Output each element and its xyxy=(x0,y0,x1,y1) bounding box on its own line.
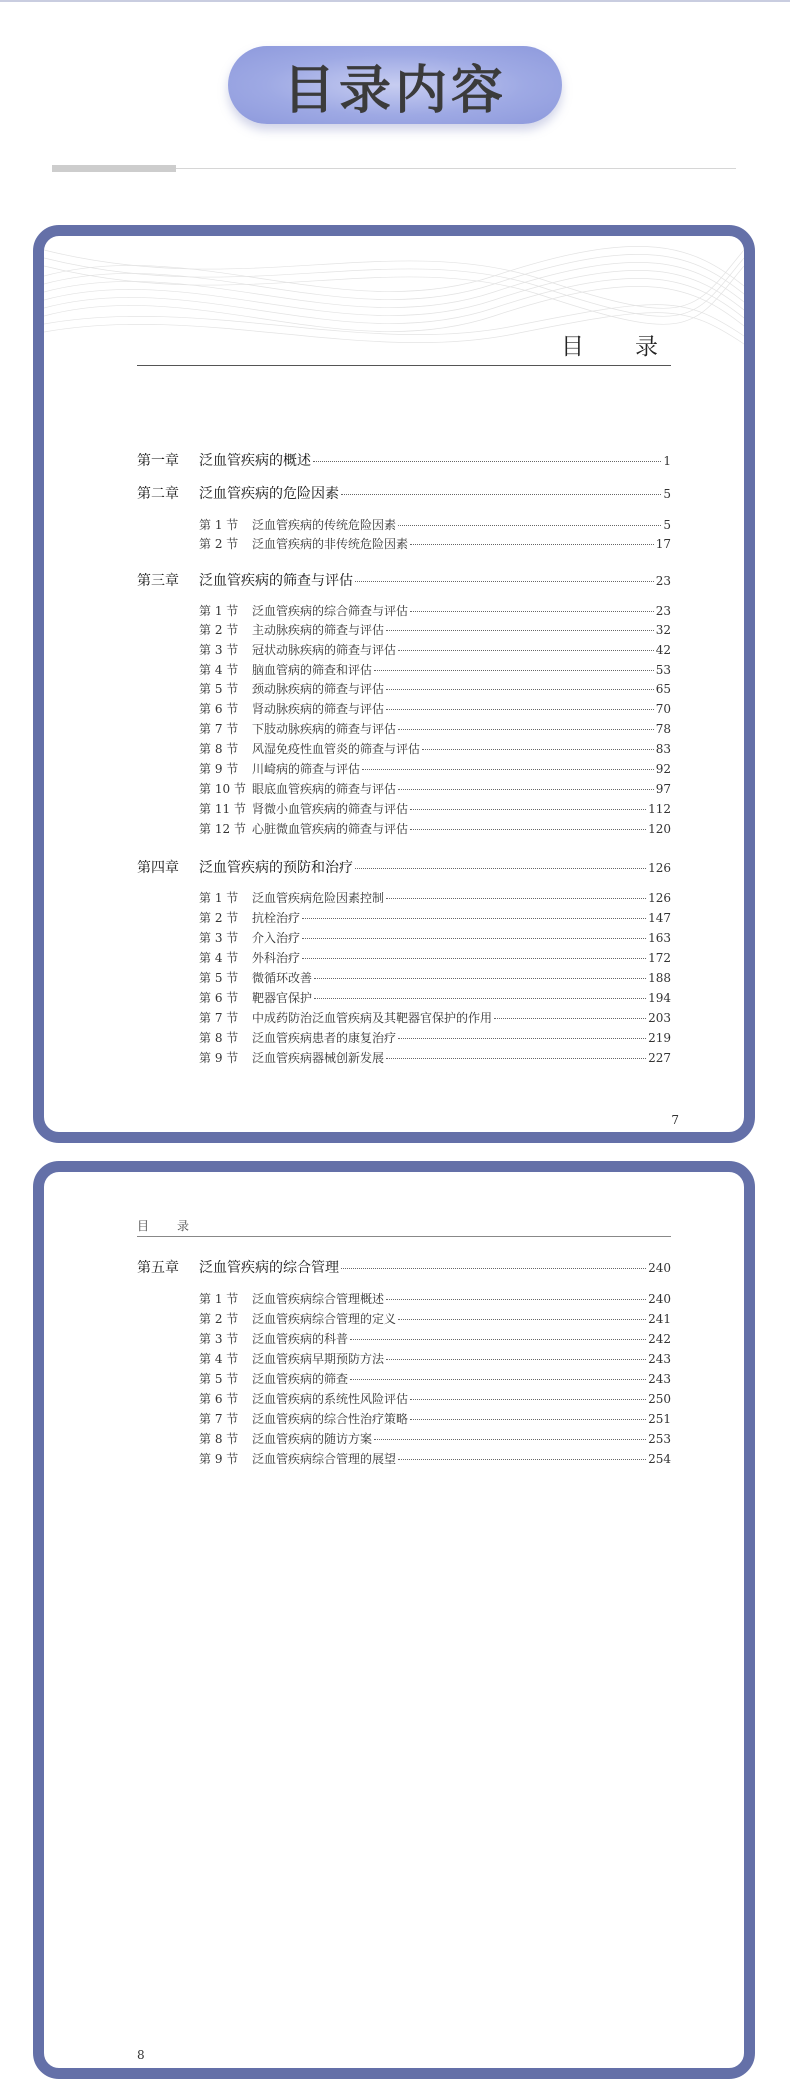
entry-page-number: 42 xyxy=(655,643,671,657)
toc-chapter-entry xyxy=(137,450,671,470)
entry-title: 冠状动脉疾病的筛查与评估 xyxy=(252,643,397,657)
dot-leader xyxy=(374,1439,646,1440)
toc-page-7 xyxy=(33,225,755,1143)
entry-title: 肾微小血管疾病的筛查与评估 xyxy=(252,802,409,816)
toc-section-entry xyxy=(137,661,671,678)
toc-section-entry xyxy=(137,641,671,658)
entry-page-number: 243 xyxy=(648,1352,671,1366)
entry-page-number: 126 xyxy=(648,891,671,905)
toc-section-entry xyxy=(137,929,671,946)
entry-page-number: 23 xyxy=(655,574,671,588)
dot-leader xyxy=(314,978,646,979)
entry-page-number: 120 xyxy=(648,822,671,836)
dot-leader xyxy=(386,630,654,631)
dot-leader xyxy=(302,938,646,939)
dot-leader xyxy=(410,829,646,830)
entry-title: 泛血管疾病的筛查与评估 xyxy=(199,573,353,589)
toc-chapter-entry xyxy=(137,1257,671,1277)
entry-number: 第 12 节 xyxy=(199,822,246,836)
toc-section-entry xyxy=(137,969,671,986)
entry-page-number: 112 xyxy=(648,802,671,816)
entry-title: 泛血管疾病早期预防方法 xyxy=(252,1352,385,1366)
dot-leader xyxy=(302,918,646,919)
entry-page-number: 172 xyxy=(648,951,671,965)
entry-number: 第 5 节 xyxy=(199,1372,239,1386)
entry-title: 泛血管疾病的概述 xyxy=(199,453,311,469)
toc-section-entry xyxy=(137,1290,671,1307)
dot-leader xyxy=(410,1399,646,1400)
dot-leader xyxy=(386,1058,646,1059)
entry-page-number: 194 xyxy=(648,991,671,1005)
toc-section-entry xyxy=(137,989,671,1006)
dot-leader xyxy=(355,868,646,869)
toc-section-entry xyxy=(137,780,671,797)
entry-title: 抗栓治疗 xyxy=(252,911,301,925)
entry-number: 第 11 节 xyxy=(199,802,246,816)
dot-leader xyxy=(386,709,654,710)
dot-leader xyxy=(398,1319,646,1320)
entry-number: 第 6 节 xyxy=(199,1392,239,1406)
dot-leader xyxy=(341,494,661,495)
entry-number: 第 1 节 xyxy=(199,891,239,905)
entry-number: 第 3 节 xyxy=(199,643,239,657)
entry-number: 第 7 节 xyxy=(199,1011,239,1025)
toc-section-entry xyxy=(137,1310,671,1327)
entry-title: 泛血管疾病的科普 xyxy=(252,1332,349,1346)
entry-title: 风湿免疫性血管炎的筛查与评估 xyxy=(252,742,421,756)
toc-section-entry xyxy=(137,700,671,717)
entry-title: 泛血管疾病危险因素控制 xyxy=(252,891,385,905)
toc-section-entry xyxy=(137,1009,671,1026)
entry-page-number: 188 xyxy=(648,971,671,985)
entry-title: 泛血管疾病综合管理概述 xyxy=(252,1292,385,1306)
page-number: 7 xyxy=(671,1113,679,1127)
toc-section-entry xyxy=(137,1029,671,1046)
entry-number: 第一章 xyxy=(137,453,179,469)
entry-number: 第 5 节 xyxy=(199,971,239,985)
toc-section-entry xyxy=(137,602,671,619)
dot-leader xyxy=(374,670,654,671)
entry-page-number: 250 xyxy=(648,1392,671,1406)
toc-section-entry xyxy=(137,1430,671,1447)
entry-title: 微循环改善 xyxy=(252,971,313,985)
entry-title: 泛血管疾病的非传统危险因素 xyxy=(252,537,409,551)
dot-leader xyxy=(410,809,646,810)
toc-section-entry xyxy=(137,820,671,837)
entry-title: 介入治疗 xyxy=(252,931,301,945)
entry-number: 第 9 节 xyxy=(199,762,239,776)
entry-title: 泛血管疾病的预防和治疗 xyxy=(199,860,353,876)
entry-page-number: 53 xyxy=(655,663,671,677)
entry-number: 第 2 节 xyxy=(199,1312,239,1326)
dot-leader xyxy=(313,461,661,462)
toc-section-entry xyxy=(137,1450,671,1467)
dot-leader xyxy=(362,769,654,770)
toc-page-8 xyxy=(33,1161,755,2079)
entry-title: 靶器官保护 xyxy=(252,991,313,1005)
toc-section-entry xyxy=(137,680,671,697)
entry-page-number: 83 xyxy=(655,742,671,756)
toc-section-entry xyxy=(137,740,671,757)
dot-leader xyxy=(398,729,654,730)
entry-title: 泛血管疾病患者的康复治疗 xyxy=(252,1031,397,1045)
toc-heading-rule xyxy=(137,365,671,366)
toc-section-entry xyxy=(137,1049,671,1066)
entry-number: 第 3 节 xyxy=(199,931,239,945)
entry-title: 下肢动脉疾病的筛查与评估 xyxy=(252,722,397,736)
toc-section-entry xyxy=(137,760,671,777)
dot-leader xyxy=(398,1038,646,1039)
dot-leader xyxy=(350,1339,646,1340)
toc-section-entry xyxy=(137,516,671,533)
entry-page-number: 254 xyxy=(648,1452,671,1466)
entry-title: 泛血管疾病的综合性治疗策略 xyxy=(252,1412,409,1426)
entry-title: 外科治疗 xyxy=(252,951,301,965)
toc-section-entry xyxy=(137,949,671,966)
entry-number: 第 6 节 xyxy=(199,991,239,1005)
dot-leader xyxy=(350,1379,646,1380)
dot-leader xyxy=(302,958,646,959)
toc-chapter-entry xyxy=(137,857,671,877)
entry-number: 第三章 xyxy=(137,573,179,589)
entry-title: 泛血管疾病器械创新发展 xyxy=(252,1051,385,1065)
entry-page-number: 240 xyxy=(648,1292,671,1306)
banner-divider-bar xyxy=(52,165,176,172)
toc-section-entry xyxy=(137,1370,671,1387)
entry-number: 第四章 xyxy=(137,860,179,876)
toc-section-entry xyxy=(137,800,671,817)
entry-page-number: 5 xyxy=(663,518,671,532)
entry-number: 第 9 节 xyxy=(199,1452,239,1466)
entry-title: 泛血管疾病综合管理的展望 xyxy=(252,1452,397,1466)
dot-leader xyxy=(398,789,654,790)
entry-number: 第 4 节 xyxy=(199,663,239,677)
toc-section-entry xyxy=(137,621,671,638)
entry-page-number: 32 xyxy=(655,623,671,637)
dot-leader xyxy=(494,1018,646,1019)
entry-title: 泛血管疾病的筛查 xyxy=(252,1372,349,1386)
entry-number: 第 8 节 xyxy=(199,742,239,756)
entry-number: 第 5 节 xyxy=(199,682,239,696)
dot-leader xyxy=(386,898,646,899)
entry-title: 脑血管病的筛查和评估 xyxy=(252,663,373,677)
dot-leader xyxy=(398,650,654,651)
entry-page-number: 243 xyxy=(648,1372,671,1386)
dot-leader xyxy=(355,581,654,582)
toc-chapter-entry xyxy=(137,483,671,503)
top-border-line xyxy=(0,0,790,2)
entry-page-number: 1 xyxy=(663,454,671,468)
entry-number: 第 8 节 xyxy=(199,1031,239,1045)
entry-title: 泛血管疾病的危险因素 xyxy=(199,486,339,502)
entry-title: 中成药防治泛血管疾病及其靶器官保护的作用 xyxy=(252,1011,493,1025)
entry-page-number: 227 xyxy=(648,1051,671,1065)
entry-number: 第五章 xyxy=(137,1260,179,1276)
entry-title: 颈动脉疾病的筛查与评估 xyxy=(252,682,385,696)
dot-leader xyxy=(386,1299,646,1300)
entry-page-number: 240 xyxy=(648,1261,671,1275)
entry-page-number: 163 xyxy=(648,931,671,945)
running-header-rule xyxy=(137,1236,671,1237)
decorative-wave-pattern xyxy=(44,236,744,386)
toc-chapter-entry xyxy=(137,570,671,590)
entry-title: 泛血管疾病的系统性风险评估 xyxy=(252,1392,409,1406)
entry-number: 第 4 节 xyxy=(199,1352,239,1366)
entry-title: 泛血管疾病的综合管理 xyxy=(199,1260,339,1276)
dot-leader xyxy=(398,1459,646,1460)
entry-title: 泛血管疾病的综合筛查与评估 xyxy=(252,604,409,618)
entry-number: 第 2 节 xyxy=(199,911,239,925)
section-banner xyxy=(228,46,562,124)
toc-section-entry xyxy=(137,720,671,737)
running-header-title: 目 录 xyxy=(137,1219,198,1233)
entry-number: 第二章 xyxy=(137,486,179,502)
entry-title: 主动脉疾病的筛查与评估 xyxy=(252,623,385,637)
toc-section-entry xyxy=(137,909,671,926)
entry-number: 第 7 节 xyxy=(199,722,239,736)
dot-leader xyxy=(422,749,654,750)
entry-title: 川崎病的筛查与评估 xyxy=(252,762,361,776)
entry-number: 第 8 节 xyxy=(199,1432,239,1446)
dot-leader xyxy=(410,544,654,545)
entry-title: 泛血管疾病的传统危险因素 xyxy=(252,518,397,532)
dot-leader xyxy=(398,525,661,526)
entry-number: 第 6 节 xyxy=(199,702,239,716)
toc-section-entry xyxy=(137,889,671,906)
entry-number: 第 2 节 xyxy=(199,537,239,551)
toc-heading: 目 录 xyxy=(561,334,672,360)
toc-section-entry xyxy=(137,535,671,552)
entry-page-number: 78 xyxy=(655,722,671,736)
entry-number: 第 3 节 xyxy=(199,1332,239,1346)
entry-page-number: 253 xyxy=(648,1432,671,1446)
entry-page-number: 126 xyxy=(648,861,671,875)
entry-page-number: 219 xyxy=(648,1031,671,1045)
entry-number: 第 4 节 xyxy=(199,951,239,965)
entry-title: 眼底血管疾病的筛查与评估 xyxy=(252,782,397,796)
entry-page-number: 17 xyxy=(655,537,671,551)
entry-number: 第 2 节 xyxy=(199,623,239,637)
dot-leader xyxy=(341,1268,646,1269)
entry-page-number: 65 xyxy=(655,682,671,696)
page-number: 8 xyxy=(137,2048,145,2062)
entry-page-number: 147 xyxy=(648,911,671,925)
banner-title: 目录内容 xyxy=(282,60,507,121)
entry-page-number: 92 xyxy=(655,762,671,776)
entry-page-number: 5 xyxy=(663,487,671,501)
entry-title: 肾动脉疾病的筛查与评估 xyxy=(252,702,385,716)
entry-title: 心脏微血管疾病的筛查与评估 xyxy=(252,822,409,836)
entry-title: 泛血管疾病综合管理的定义 xyxy=(252,1312,397,1326)
entry-number: 第 9 节 xyxy=(199,1051,239,1065)
entry-page-number: 242 xyxy=(648,1332,671,1346)
entry-page-number: 70 xyxy=(655,702,671,716)
dot-leader xyxy=(410,611,654,612)
entry-number: 第 7 节 xyxy=(199,1412,239,1426)
entry-number: 第 1 节 xyxy=(199,604,239,618)
toc-section-entry xyxy=(137,1350,671,1367)
dot-leader xyxy=(386,689,654,690)
entry-page-number: 23 xyxy=(655,604,671,618)
entry-title: 泛血管疾病的随访方案 xyxy=(252,1432,373,1446)
toc-section-entry xyxy=(137,1410,671,1427)
entry-number: 第 1 节 xyxy=(199,518,239,532)
toc-section-entry xyxy=(137,1330,671,1347)
dot-leader xyxy=(314,998,646,999)
entry-page-number: 97 xyxy=(655,782,671,796)
dot-leader xyxy=(410,1419,646,1420)
entry-page-number: 241 xyxy=(648,1312,671,1326)
entry-page-number: 203 xyxy=(648,1011,671,1025)
entry-page-number: 251 xyxy=(648,1412,671,1426)
dot-leader xyxy=(386,1359,646,1360)
entry-number: 第 10 节 xyxy=(199,782,246,796)
toc-section-entry xyxy=(137,1390,671,1407)
entry-number: 第 1 节 xyxy=(199,1292,239,1306)
